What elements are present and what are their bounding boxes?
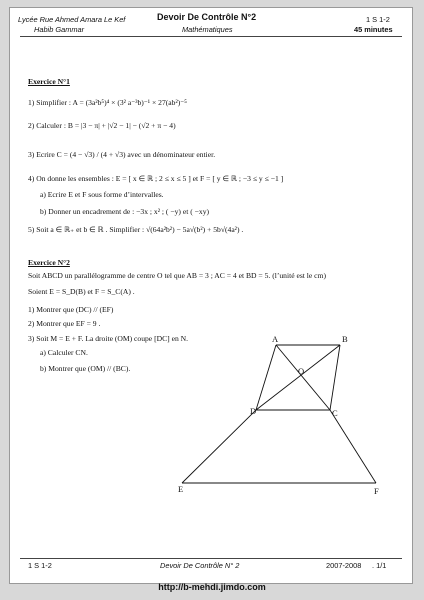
footer-year: 2007-2008 — [326, 561, 362, 570]
segment-da — [256, 345, 276, 410]
footer-page: . 1/1 — [372, 561, 387, 570]
label-a: A — [272, 334, 279, 344]
exercise1-q1: 1) Simplifier : A = (3a²b⁵)⁴ × (3² a⁻³b)⁻¹ × 27(ab²)⁻⁵ — [28, 98, 187, 107]
footer-class: 1 S 1-2 — [28, 561, 52, 570]
exercise1-q5: 5) Soit a ∈ ℝ₊ et b ∈ ℝ . Simplifier : √(64a²b²) − 5a√(b²) + 5b√(4a²) . — [28, 225, 244, 234]
exercise1-q4b: b) Donner un encadrement de : −3x ; x² ; ( −y) et ( −xy) — [40, 207, 210, 216]
duration-label: 45 minutes — [354, 25, 393, 34]
exam-page — [9, 7, 413, 584]
label-f: F — [374, 486, 379, 496]
parallelogram-figure — [10, 8, 414, 585]
exercise1-q3: 3) Ecrire C = (4 − √3) / (4 + √3) avec un dénominateur entier. — [28, 150, 216, 159]
footer-divider — [20, 558, 402, 559]
exercise2-heading: Exercice N°2 — [28, 258, 70, 267]
exercise2-q3: 3) Soit M = E + F. La droite (OM) coupe [DC] en N. — [28, 334, 189, 343]
exercise2-q3b: b) Montrer que (OM) // (BC). — [40, 364, 131, 373]
footer-title: Devoir De Contrôle N° 2 — [160, 561, 240, 570]
exercise1-q4a: a) Ecrire E et F sous forme d’intervalles. — [40, 190, 164, 199]
exercise2-intro: Soit ABCD un parallélogramme de centre O tel que AB = 3 ; AC = 4 et BD = 5. (l’unité est le cm) — [28, 271, 326, 280]
diagonal-ac — [276, 345, 330, 410]
diagonal-bd — [256, 345, 340, 410]
exam-title: Devoir De Contrôle N°2 — [157, 12, 257, 22]
label-c: C — [332, 408, 338, 418]
exercise2-q1: 1) Montrer que (DC) // (EF) — [28, 305, 114, 314]
label-b: B — [342, 334, 348, 344]
exercise2-points: Soient E = S_D(B) et F = S_C(A) . — [28, 287, 135, 296]
exercise1-heading: Exercice N°1 — [28, 77, 70, 86]
website-link[interactable]: http://b-mehdi.jimdo.com — [158, 582, 266, 592]
label-d: D — [250, 406, 257, 416]
teacher-name: Habib Gammar — [34, 25, 85, 34]
exercise2-q2: 2) Montrer que EF = 9 . — [28, 319, 101, 328]
label-e: E — [178, 484, 184, 494]
class-label: 1 S 1-2 — [366, 15, 390, 24]
segment-bc — [330, 345, 340, 410]
segment-cf — [330, 410, 376, 483]
exercise2-q3a: a) Calculer CN. — [40, 348, 88, 357]
exercise1-q4: 4) On donne les ensembles : E = [ x ∈ ℝ ; 2 ≤ x ≤ 5 ] et F = [ y ∈ ℝ ; −3 ≤ y ≤ −1 ] — [28, 174, 284, 183]
label-o: O — [298, 366, 305, 376]
school-name: Lycée Rue Ahmed Amara Le Kef — [18, 15, 126, 24]
segment-de — [182, 410, 256, 483]
exam-subject: Mathématiques — [182, 25, 233, 34]
exercise1-q2: 2) Calculer : B = |3 − π| + |√2 − 1| − (√2 + π − 4) — [28, 121, 176, 130]
